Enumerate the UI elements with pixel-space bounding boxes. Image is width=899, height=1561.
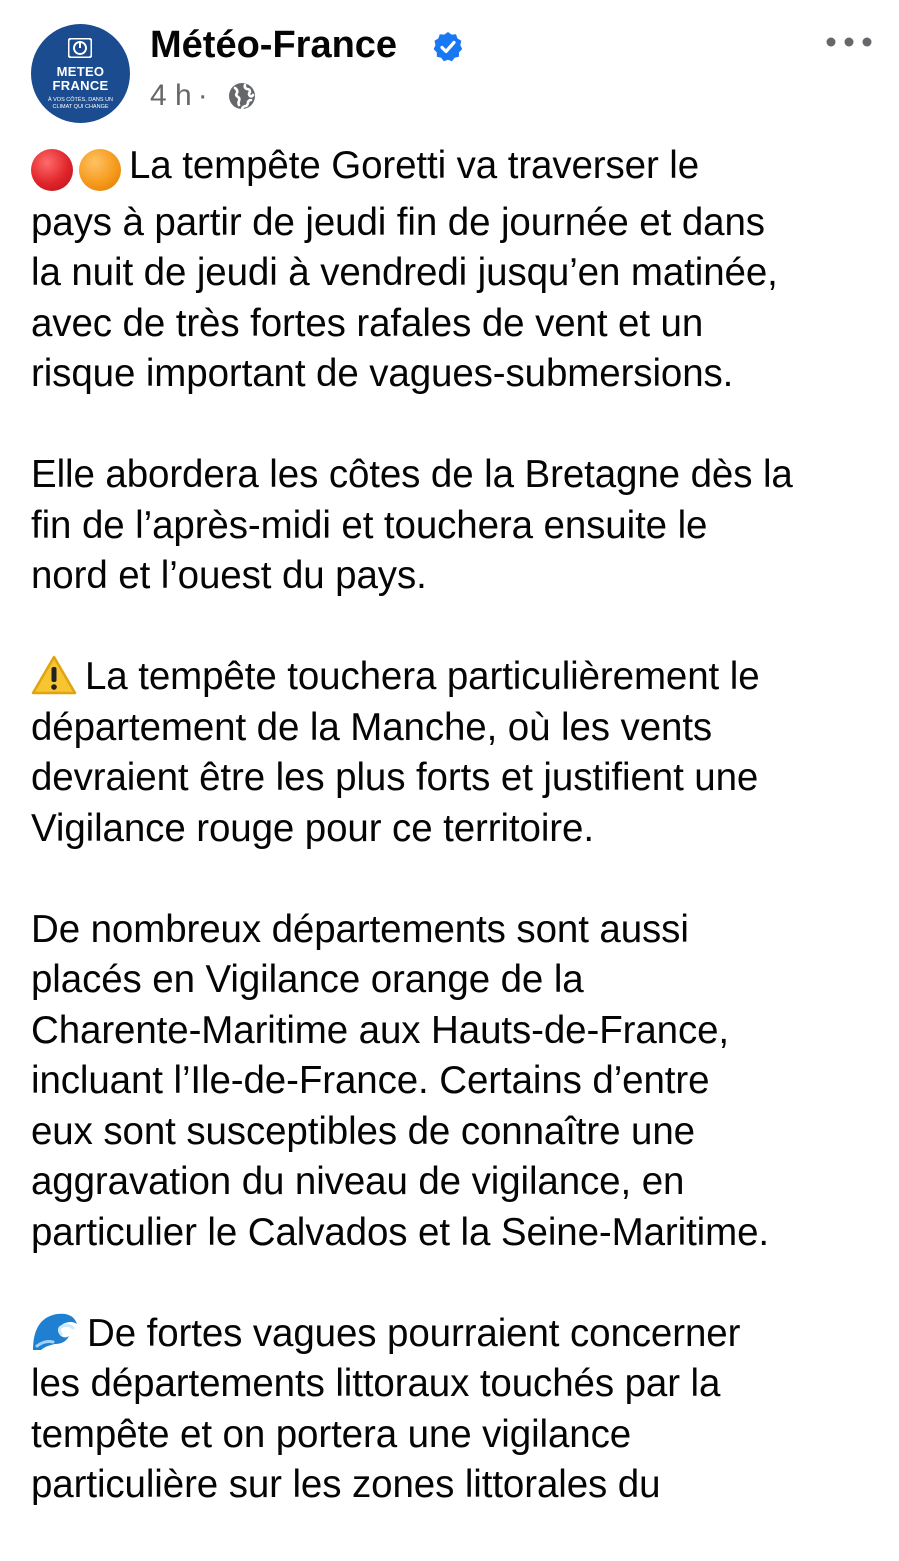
paragraph-text: De fortes vagues pourraient concerner les départements littoraux touchés par la tempête et on portera une vigilance particulière sur les zones littorales du <box>31 1311 741 1506</box>
post-header <box>0 0 899 130</box>
avatar-brand-line-2: FRANCE <box>52 78 109 93</box>
red-orange-circles-icon <box>31 147 121 198</box>
red-circle-icon <box>31 149 73 191</box>
post-meta <box>150 78 214 114</box>
post-paragraph-4: De nombreux départements sont aussi placés en Vigilance orange de la Charente-Maritime aux Hauts-de-France, incluant l’Ile-de-France. Certains d’entre eux sont susceptibles de connaître une aggravation du niveau de vigilance, en particulier le Calvados et la Seine-Maritime. <box>31 907 769 1254</box>
warning-icon <box>31 655 77 695</box>
avatar-brand-line-1: METEO <box>56 64 105 79</box>
verified-badge-icon <box>432 31 464 63</box>
post-paragraph-3 <box>31 652 881 854</box>
post-paragraph-2: Elle abordera les côtes de la Bretagne dès la fin de l’après-midi et touchera ensuite le nord et l’ouest du pays. <box>31 453 793 597</box>
paragraph-text: La tempête touchera particulièrement le département de la Manche, où les vents devraient être les plus forts et justifient une Vigilance rouge pour ce territoire. <box>31 655 760 850</box>
avatar-tagline: À VOS CÔTÉS, DANS UN CLIMAT QUI CHANGE <box>47 97 114 110</box>
post-paragraph-1 <box>31 141 881 400</box>
paragraph-text: La tempête Goretti va traverser le pays à partir de jeudi fin de journée et dans la nuit de jeudi à vendredi jusqu’en matinée, avec de très fortes rafales de vent et un risque important de vagues-submersions. <box>31 144 778 395</box>
orange-circle-icon <box>79 149 121 191</box>
meta-separator: · <box>197 79 208 112</box>
globe-icon[interactable] <box>228 82 256 110</box>
wave-icon <box>31 1310 79 1352</box>
page-avatar[interactable] <box>31 24 130 123</box>
meteo-france-logo-icon <box>68 38 92 58</box>
post-paragraph-5 <box>31 1309 881 1511</box>
post-body <box>31 141 881 1561</box>
post-time[interactable]: 4 h <box>150 79 192 112</box>
more-options-icon[interactable] <box>822 30 876 54</box>
author-name[interactable]: Météo-France <box>150 24 398 66</box>
